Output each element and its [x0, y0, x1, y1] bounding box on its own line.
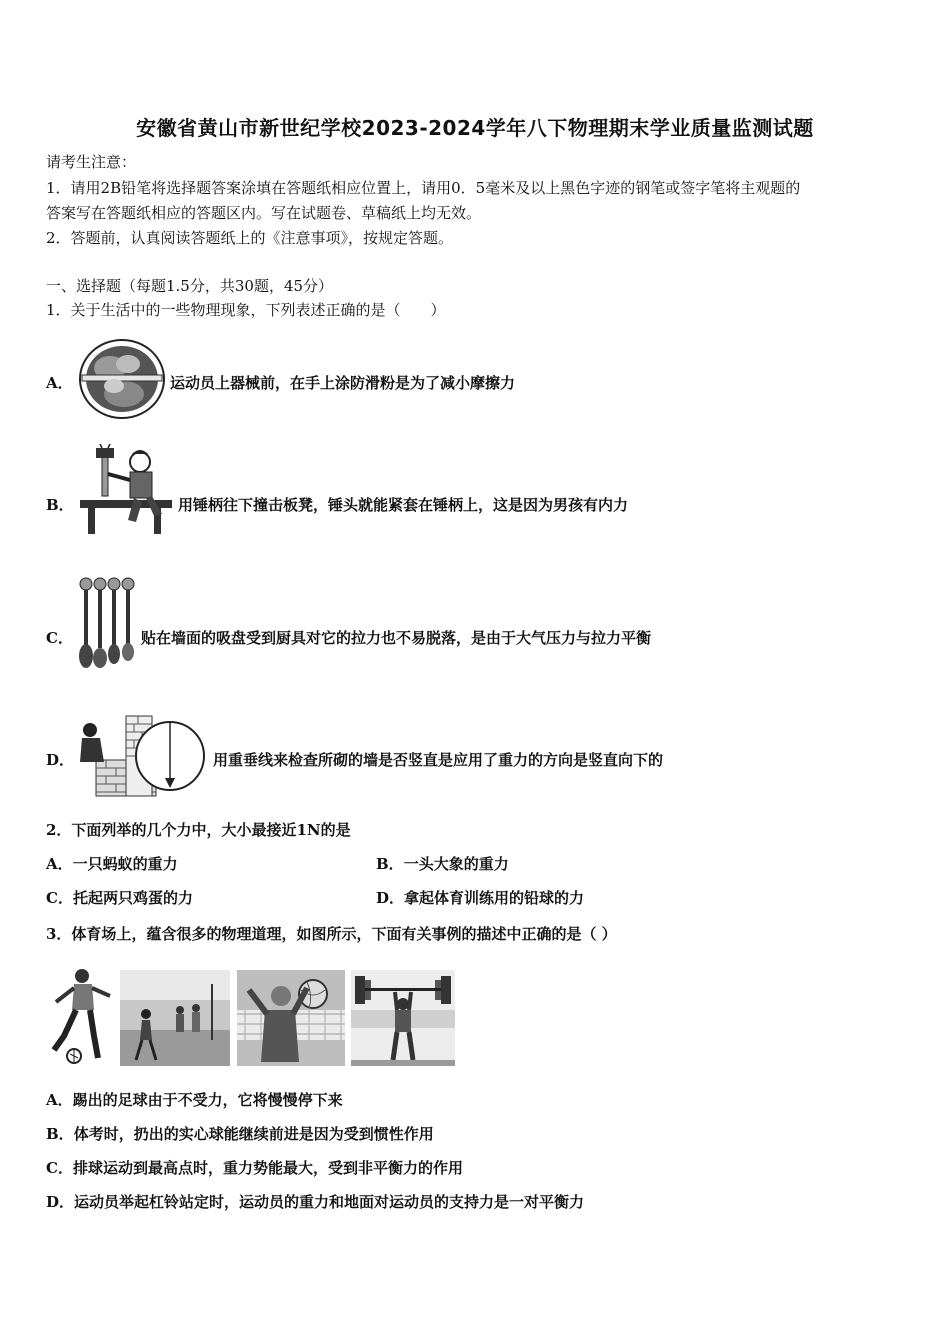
- q2-option-d-text: 拿起体育训练用的铅球的力: [404, 889, 585, 907]
- notice-item-2: 2．答题前，认真阅读答题纸上的《注意事项》，按规定答题。: [46, 229, 454, 247]
- q3-option-d-label: D．: [46, 1193, 75, 1211]
- q3-option-c-text: 排球运动到最高点时，重力势能最大，受到非平衡力的作用: [72, 1159, 463, 1177]
- q2-option-a-label: A．: [46, 855, 73, 873]
- section-heading: 一、选择题（每题1.5分，共30题，45分）: [46, 277, 334, 295]
- q2-option-b-label: B．: [376, 855, 404, 873]
- q3-option-b-label: B．: [46, 1125, 74, 1143]
- q2-option-c-text: 托起两只鸡蛋的力: [72, 889, 193, 907]
- weightlifter-photo: [351, 970, 455, 1066]
- q3-option-b: [46, 1124, 434, 1144]
- q3-option-d-text: 运动员举起杠铃站定时，运动员的重力和地面对运动员的支持力是一对平衡力: [74, 1193, 585, 1211]
- q3-option-a-text: 踢出的足球由于不受力，它将慢慢停下来: [72, 1091, 343, 1109]
- q1-option-b-text: 用锤柄往下撞击板凳，锤头就能紧套在锤柄上，这是因为男孩有内力: [178, 496, 629, 514]
- q2-option-d-label: D．: [376, 889, 405, 907]
- q2-option-b: [376, 854, 509, 874]
- q3-option-b-text: 体考时，扔出的实心球能继续前进是因为受到惯性作用: [73, 1125, 434, 1143]
- page-title: 安徽省黄山市新世纪学校2023-2024学年八下物理期末学业质量监测试题: [136, 116, 814, 140]
- notice-heading: 请考生注意：: [46, 153, 137, 171]
- notice-item-1-line-2: 答案写在答题纸相应的答题区内。写在试题卷、草稿纸上均无效。: [46, 204, 482, 222]
- notice-item-1-line-1: 1．请用2B铅笔将选择题答案涂填在答题纸相应位置上，请用0．5毫米及以上黑色字迹的钢笔或签字笔将主观题的: [46, 179, 801, 197]
- q2-option-a: [46, 854, 178, 874]
- q3-option-d: [46, 1192, 584, 1212]
- soccer-player-photo: [46, 966, 118, 1066]
- volleyball-photo: [237, 970, 345, 1066]
- q1-option-d-text: 用重垂线来检查所砌的墙是否竖直是应用了重力的方向是竖直向下的: [213, 751, 664, 769]
- q3-option-a: [46, 1090, 343, 1110]
- question-2-stem: 2．下面列举的几个力中，大小最接近1N的是: [46, 821, 351, 839]
- q1-option-a-text: 运动员上器械前，在手上涂防滑粉是为了减小摩擦力: [170, 374, 516, 392]
- boy-hammer-figure: [76, 444, 176, 538]
- shot-put-photo: [120, 970, 230, 1066]
- q3-option-a-label: A．: [46, 1091, 73, 1109]
- q2-option-a-text: 一只蚂蚁的重力: [72, 855, 178, 873]
- q1-option-c-text: 贴在墙面的吸盘受到厨具对它的拉力也不易脱落，是由于大气压力与拉力平衡: [141, 629, 652, 647]
- question-3-stem: 3．体育场上，蕴含很多的物理道理，如图所示，下面有关事例的描述中正确的是（ ）: [46, 925, 617, 943]
- q2-option-c: [46, 888, 193, 908]
- q2-option-b-text: 一头大象的重力: [403, 855, 509, 873]
- q1-option-c-label: C．: [46, 629, 73, 647]
- q3-option-c-label: C．: [46, 1159, 73, 1177]
- q1-option-a-label: A．: [46, 374, 73, 392]
- q1-option-d-label: D．: [46, 751, 75, 769]
- q3-option-c: [46, 1158, 463, 1178]
- q1-option-b-label: B．: [46, 496, 74, 514]
- q2-option-c-label: C．: [46, 889, 73, 907]
- question-1-stem: 1．关于生活中的一些物理现象，下列表述正确的是（ ）: [46, 301, 446, 319]
- q2-option-d: [376, 888, 584, 908]
- plumb-line-figure: [76, 712, 210, 798]
- hands-powder-figure: [78, 338, 166, 420]
- suction-hooks-figure: [76, 576, 138, 670]
